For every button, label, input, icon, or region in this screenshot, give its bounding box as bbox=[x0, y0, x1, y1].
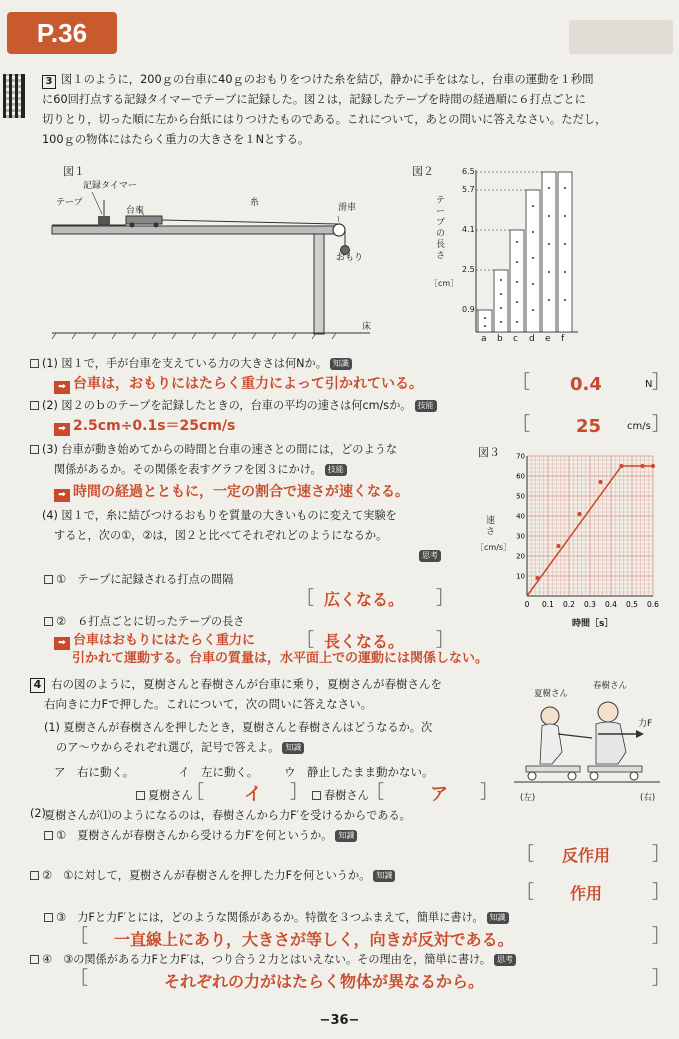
fig2-ylabel: テープの長さ bbox=[436, 196, 446, 261]
q4-option-u: ウ 静止したまま動かない。 bbox=[284, 765, 434, 779]
q3-p1-num: (1) bbox=[42, 357, 58, 370]
q4-intro2: 右向きに力Fで押した。これについて，次の問いに答えなさい。 bbox=[44, 697, 373, 711]
q4-p2-s4-checkbox[interactable] bbox=[30, 955, 39, 964]
q3-p4-s2-answer: 長くなる。 bbox=[324, 632, 405, 651]
q4-p2-s1-checkbox[interactable] bbox=[44, 831, 53, 840]
x-tick-label: 0.3 bbox=[584, 600, 596, 609]
x-tick-label: 0 bbox=[524, 600, 530, 609]
fig2-xtick-e: e bbox=[545, 334, 551, 344]
q3-p2-checkbox[interactable] bbox=[30, 401, 39, 410]
q4-fig-force: 力F bbox=[638, 719, 653, 729]
q3-p1-checkbox[interactable] bbox=[30, 359, 39, 368]
q4-haruki-answer: ア bbox=[430, 784, 448, 805]
q3-p2-explanation: ➡ 2.5cm÷0.1s＝25cm/s bbox=[54, 416, 235, 436]
fig2-xtick-c: c bbox=[513, 334, 518, 344]
fig3-ylabel: 速さ bbox=[486, 516, 496, 537]
q3-p2-text: 図２のｂのテープを記録したときの，台車の平均の速さは何cm/sか。 bbox=[61, 399, 412, 412]
fig1-weight-label: おもり bbox=[336, 253, 364, 263]
q4-p2-s4-tag: 思考 bbox=[494, 954, 516, 966]
q4-p2-s4: ④ ③の関係がある力Fと力F′は，つり合う２力とはいえない。その理由を，簡単に書け。 思考 bbox=[30, 952, 516, 968]
q4-figure bbox=[512, 686, 662, 792]
fig1-label: 図１ bbox=[63, 165, 85, 178]
q4-number: 4 bbox=[30, 678, 45, 693]
data-point bbox=[599, 480, 603, 484]
bracket-close: ］ bbox=[652, 414, 670, 435]
q3-p1-unit: N bbox=[645, 379, 653, 390]
fig3-label: 図３ bbox=[478, 446, 500, 459]
q3-p4-explanation1: ➡ 台車はおもりにはたらく重力に bbox=[54, 632, 255, 651]
q3-intro-line2: に60回打点する記録タイマーでテープに記録した。図２は，記録したテープを時間の経過順に６打点ごとに bbox=[42, 93, 586, 106]
bracket-open: ［ bbox=[366, 782, 384, 803]
bracket-open: ［ bbox=[512, 372, 530, 393]
qr-code bbox=[3, 74, 25, 118]
q3-p1 bbox=[30, 356, 352, 372]
q3-p4-tag: 思考 bbox=[419, 550, 441, 562]
q4-p2-s3-answer: 一直線上にあり，大きさが等しく，向きが反対である。 bbox=[114, 930, 514, 949]
fig1-cart-label: 台車 bbox=[126, 206, 145, 216]
q4-p2-s1: ① 夏樹さんが春樹さんから受ける力F′を何というか。 知識 bbox=[44, 828, 357, 844]
fig2-xtick-a: a bbox=[481, 334, 487, 344]
fig2-tape-chart bbox=[432, 166, 582, 342]
fig2-yunit: ［cm］ bbox=[430, 279, 459, 288]
q4-natsuki-answer: イ bbox=[244, 784, 262, 805]
q3-intro-line4: 100ｇの物体にはたらく重力の大きさを１Nとする。 bbox=[42, 133, 310, 146]
q4-haruki-checkbox[interactable] bbox=[312, 791, 321, 800]
data-point bbox=[536, 576, 540, 580]
q4-p2-s2: ② ①に対して，夏樹さんが春樹さんを押した力Fを何というか。 知識 bbox=[30, 868, 395, 884]
data-point bbox=[651, 464, 655, 468]
q3-p3-explanation: ➡ 時間の経過とともに，一定の割合で速さが速くなる。 bbox=[54, 482, 409, 502]
fig1-floor-label: 床 bbox=[362, 322, 372, 332]
q3-p1-tag: 知識 bbox=[330, 358, 352, 370]
fig3-graph bbox=[517, 450, 665, 616]
bracket-close: ］ bbox=[652, 968, 670, 989]
q3-p4-s1-checkbox[interactable] bbox=[44, 575, 53, 584]
q3-p1-explanation: ➡ 台車は，おもりにはたらく重力によって引かれている。 bbox=[54, 374, 423, 394]
q3-p2-answer: 25 bbox=[576, 416, 602, 437]
q4-intro1: 4 右の図のように，夏樹さんと春樹さんが台車に乗り，夏樹さんが春樹さんを bbox=[30, 676, 442, 693]
q3-p2: (2) 図２のｂのテープを記録したときの，台車の平均の速さは何cm/sか。 技能 bbox=[30, 398, 437, 414]
data-point bbox=[620, 464, 624, 468]
q4-p2-s2-checkbox[interactable] bbox=[30, 871, 39, 880]
q4-p2-s3-tag: 知識 bbox=[487, 912, 509, 924]
bracket-open: ［ bbox=[186, 782, 204, 803]
q4-p2-s3: ③ 力Fと力F′とには，どのような関係があるか。特徴を３つふまえて，簡単に書け。 知識 bbox=[44, 910, 509, 926]
bracket-close: ］ bbox=[652, 372, 670, 393]
y-tick-label: 50 bbox=[516, 492, 525, 501]
q3-p4-s2: ② ６打点ごとに切ったテープの長さ bbox=[44, 614, 244, 630]
q4-fig-haruki: 春樹さん bbox=[593, 681, 628, 691]
q4-p2-s1-answer: 反作用 bbox=[562, 846, 611, 865]
q3-p4-tag-wrap bbox=[416, 548, 441, 564]
y-tick-label: 20 bbox=[516, 552, 525, 561]
arrow-icon: ➡ bbox=[54, 489, 70, 502]
y-tick-label: 10 bbox=[516, 572, 525, 581]
y-tick-label: 30 bbox=[516, 532, 525, 541]
q3-p4-text1: 図１で，糸に結びつけるおもりを質量の大きいものに変えて実験を bbox=[61, 509, 397, 522]
bracket-close: ］ bbox=[652, 882, 670, 903]
bracket-close: ］ bbox=[436, 588, 454, 609]
bracket-open: ［ bbox=[296, 630, 314, 651]
q4-p1-tag: 知識 bbox=[282, 742, 304, 754]
bracket-close: ］ bbox=[290, 782, 308, 803]
fig2-ytick-2-5: 2.5 bbox=[462, 265, 475, 274]
q3-p1-answer: 0.4 bbox=[570, 374, 602, 395]
fig2-xtick-b: b bbox=[497, 334, 503, 344]
q4-option-a: ア 右に動く。 bbox=[54, 765, 135, 779]
q3-p4: (4) 図１で，糸に結びつけるおもりを質量の大きいものに変えて実験を bbox=[42, 509, 397, 522]
fig3-yunit: ［cm/s］ bbox=[476, 543, 512, 552]
data-point bbox=[641, 464, 645, 468]
bracket-close: ］ bbox=[480, 782, 498, 803]
q4-haruki-label: 春樹さん bbox=[312, 788, 369, 804]
q3-p2-unit: cm/s bbox=[627, 421, 651, 432]
q4-p2-s4-answer: それぞれの力がはたらく物体が異なるから。 bbox=[164, 972, 485, 991]
q3-p4-s1: ① テープに記録される打点の間隔 bbox=[44, 572, 233, 588]
x-tick-label: 0.6 bbox=[647, 600, 659, 609]
q4-p2-s2-tag: 知識 bbox=[373, 870, 395, 882]
q4-p2-s3-checkbox[interactable] bbox=[44, 913, 53, 922]
fig2-ytick-4-1: 4.1 bbox=[462, 225, 475, 234]
q4-fig-right: (右) bbox=[640, 793, 656, 803]
fig2-ytick-0-9: 0.9 bbox=[462, 305, 475, 314]
page-number: −36− bbox=[319, 1013, 360, 1028]
q4-p1: (1) 夏樹さんが春樹さんを押したとき，夏樹さんと春樹さんはどうなるか。次 bbox=[44, 721, 433, 734]
bracket-open: ［ bbox=[516, 844, 534, 865]
q4-p2-s2-answer: 作用 bbox=[570, 884, 603, 903]
q4-p1-text1: 夏樹さんが春樹さんを押したとき，夏樹さんと春樹さんはどうなるか。次 bbox=[63, 721, 433, 734]
q3-p4-explanation2: 引かれて運動する。台車の質量は，水平面上での運動には関係しない。 bbox=[72, 651, 489, 666]
q3-intro bbox=[42, 72, 674, 152]
bracket-open: ［ bbox=[70, 926, 88, 947]
fig2-label: 図２ bbox=[412, 165, 434, 178]
q3-p3-checkbox[interactable] bbox=[30, 445, 39, 454]
fig2-xtick-d: d bbox=[529, 334, 535, 344]
arrow-icon: ➡ bbox=[54, 381, 70, 394]
q3-p3-line2: 関係があるか。その関係を表すグラフを図３にかけ。 技能 bbox=[54, 462, 347, 478]
bracket-close: ］ bbox=[436, 630, 454, 651]
page-label: P.36 bbox=[7, 12, 117, 54]
q3-p2-tag: 技能 bbox=[415, 400, 437, 412]
q4-p2-lead: (2) bbox=[30, 807, 46, 820]
q3-p1-text: 図１で，手が台車を支えている力の大きさは何Nか。 bbox=[61, 357, 327, 370]
q3-p3-tag: 技能 bbox=[325, 464, 347, 476]
arrow-icon: ➡ bbox=[54, 637, 70, 650]
q3-number: 3 bbox=[42, 75, 56, 89]
q4-natsuki-label: 夏樹さん bbox=[136, 788, 193, 804]
q4-fig-left: (左) bbox=[520, 793, 536, 803]
data-point bbox=[557, 544, 561, 548]
fig1-apparatus bbox=[52, 176, 370, 341]
q4-fig-natsuki: 夏樹さん bbox=[534, 689, 569, 699]
q4-p2-s1-tag: 知識 bbox=[335, 830, 357, 842]
y-tick-label: 40 bbox=[516, 512, 525, 521]
arrow-icon: ➡ bbox=[54, 423, 70, 436]
fig2-ytick-5-7: 5.7 bbox=[462, 185, 475, 194]
q3-intro-line3: 切りとり，切った順に左から台紙にはりつけたものである。これについて，あとの問いに答えなさい。ただし， bbox=[42, 113, 607, 126]
faded-badge bbox=[569, 20, 673, 54]
bracket-close: ］ bbox=[652, 926, 670, 947]
bracket-open: ［ bbox=[516, 882, 534, 903]
y-tick-label: 70 bbox=[516, 452, 525, 461]
x-tick-label: 0.1 bbox=[542, 600, 554, 609]
q4-natsuki-checkbox[interactable] bbox=[136, 791, 145, 800]
q3-p4-s1-answer: 広くなる。 bbox=[324, 590, 405, 609]
fig3-xlabel: 時間［s］ bbox=[572, 619, 614, 629]
x-tick-label: 0.2 bbox=[563, 600, 575, 609]
q3-intro-line1: 図１のように，200ｇの台車に40ｇのおもりをつけた糸を結び，静かに手をはなし，台車の運動を１秒間 bbox=[61, 73, 594, 86]
data-point bbox=[578, 512, 582, 516]
fig2-ytick-6-5: 6.5 bbox=[462, 167, 475, 176]
bracket-close: ］ bbox=[652, 844, 670, 865]
fig1-tape-label: テープ bbox=[56, 198, 83, 208]
q3-p4-s2-checkbox[interactable] bbox=[44, 617, 53, 626]
fig1-string-label: 糸 bbox=[250, 198, 260, 208]
q3-p3-text1: 台車が動き始めてからの時間と台車の速さとの間には，どのような bbox=[61, 443, 398, 456]
bracket-open: ［ bbox=[70, 968, 88, 989]
q4-p1-line2: のア～ウからそれぞれ選び，記号で答えよ。 知識 bbox=[56, 740, 304, 756]
bracket-open: ［ bbox=[512, 414, 530, 435]
q4-p2-lead-text: 夏樹さんが⑴のようになるのは，春樹さんから力F′を受けるからである。 bbox=[44, 809, 411, 822]
fig2-xtick-f: f bbox=[561, 334, 565, 344]
x-tick-label: 0.5 bbox=[626, 600, 638, 609]
fig1-timer-label: 記録タイマー bbox=[83, 181, 137, 191]
q3-p3: (3) 台車が動き始めてからの時間と台車の速さとの間には，どのような bbox=[30, 442, 397, 458]
fig1-pulley-label: 滑車 bbox=[338, 203, 357, 213]
bracket-open: ［ bbox=[296, 588, 314, 609]
q4-option-i: イ 左に動く。 bbox=[178, 765, 259, 779]
x-tick-label: 0.4 bbox=[605, 600, 617, 609]
q3-p4-line2: すると，次の①，②は，図２と比べてそれぞれどのようになるか。 bbox=[54, 529, 388, 542]
y-tick-label: 60 bbox=[516, 472, 525, 481]
